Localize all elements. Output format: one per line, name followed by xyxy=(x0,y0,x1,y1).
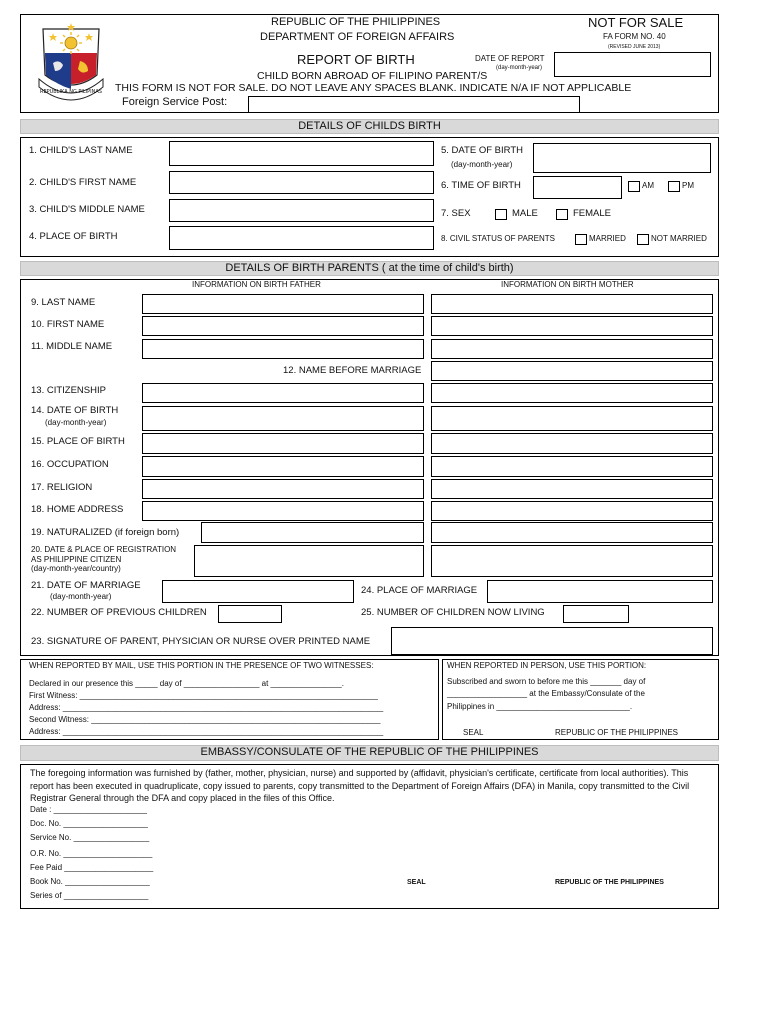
mother-home-address-field[interactable] xyxy=(431,501,713,521)
place-of-marriage-label: 24. PLACE OF MARRIAGE xyxy=(361,585,478,596)
parent-last-name-label: 9. LAST NAME xyxy=(31,297,96,308)
date-of-report-field[interactable] xyxy=(554,52,711,77)
previous-children-field[interactable] xyxy=(218,605,282,623)
mail-declared-line: Declared in our presence this _____ day of _________________ at ________________. xyxy=(29,679,344,688)
father-last-name-field[interactable] xyxy=(142,294,424,314)
date-of-marriage-label: 21. DATE OF MARRIAGE xyxy=(31,580,141,591)
embassy-doc-no-line: Doc. No. ___________________ xyxy=(30,819,148,828)
child-last-name-label: 1. CHILD'S LAST NAME xyxy=(29,145,133,156)
department-heading: DEPARTMENT OF FOREIGN AFFAIRS xyxy=(260,31,455,43)
female-label: FEMALE xyxy=(573,208,612,219)
father-column-header: INFORMATION ON BIRTH FATHER xyxy=(192,280,321,289)
father-home-address-field[interactable] xyxy=(142,501,424,521)
mother-column-header: INFORMATION ON BIRTH MOTHER xyxy=(501,280,634,289)
father-naturalized-field[interactable] xyxy=(201,522,424,543)
parent-middle-name-label: 11. MIDDLE NAME xyxy=(31,341,113,352)
child-place-of-birth-field[interactable] xyxy=(169,226,434,250)
father-registration-field[interactable] xyxy=(194,545,424,577)
form-title: REPORT OF BIRTH xyxy=(297,52,415,67)
religion-label: 17. RELIGION xyxy=(31,482,93,493)
child-middle-name-label: 3. CHILD'S MIDDLE NAME xyxy=(29,204,145,215)
embassy-book-no-line: Book No. ___________________ xyxy=(30,877,150,886)
mail-portion-title: WHEN REPORTED BY MAIL, USE THIS PORTION IN THE PRESENCE OF TWO WITNESSES: xyxy=(29,661,374,670)
am-checkbox[interactable] xyxy=(628,181,640,192)
children-living-label: 25. NUMBER OF CHILDREN NOW LIVING xyxy=(361,607,545,618)
person-sworn-line1: Subscribed and sworn to before me this _______ day of xyxy=(447,677,646,686)
child-place-of-birth-label: 4. PLACE OF BIRTH xyxy=(29,231,118,242)
form-notice: THIS FORM IS NOT FOR SALE. DO NOT LEAVE ANY SPACES BLANK. INDICATE N/A IF NOT APPLICABLE xyxy=(115,82,632,94)
revision-date: (REVISED JUNE 2013) xyxy=(608,44,661,50)
signature-field[interactable] xyxy=(391,627,713,655)
child-middle-name-field[interactable] xyxy=(169,199,434,222)
second-witness-address-line: Address: ________________________________________________________________________ xyxy=(29,727,384,736)
person-sworn-line3: Philippines in ______________________________. xyxy=(447,702,633,711)
registration-format: (day-month-year/country) xyxy=(31,564,121,573)
father-middle-name-field[interactable] xyxy=(142,339,424,359)
mother-occupation-field[interactable] xyxy=(431,456,713,477)
parent-date-of-birth-format: (day-month-year) xyxy=(45,418,107,427)
date-of-marriage-field[interactable] xyxy=(162,580,354,603)
occupation-label: 16. OCCUPATION xyxy=(31,459,109,470)
child-date-of-birth-format: (day-month-year) xyxy=(451,160,513,169)
embassy-republic-label: REPUBLIC OF THE PHILIPPINES xyxy=(555,879,664,886)
not-married-checkbox[interactable] xyxy=(637,234,649,245)
child-section-title: DETAILS OF CHILDS BIRTH xyxy=(20,119,719,134)
date-of-report-format: (day-month-year) xyxy=(496,65,543,71)
parent-first-name-label: 10. FIRST NAME xyxy=(31,319,105,330)
signature-label: 23. SIGNATURE OF PARENT, PHYSICIAN OR NURSE OVER PRINTED NAME xyxy=(31,636,371,647)
first-witness-address-line: Address: ________________________________________________________________________ xyxy=(29,703,384,712)
citizenship-label: 13. CITIZENSHIP xyxy=(31,385,106,396)
am-label: AM xyxy=(642,181,654,190)
child-date-of-birth-label: 5. DATE OF BIRTH xyxy=(441,145,523,156)
male-checkbox[interactable] xyxy=(495,209,507,220)
mother-registration-field[interactable] xyxy=(431,545,713,577)
father-date-of-birth-field[interactable] xyxy=(142,406,424,431)
mother-religion-field[interactable] xyxy=(431,479,713,499)
person-sworn-line2: __________________ at the Embassy/Consulate of the xyxy=(447,689,645,698)
place-of-marriage-field[interactable] xyxy=(487,580,713,603)
father-first-name-field[interactable] xyxy=(142,316,424,336)
female-checkbox[interactable] xyxy=(556,209,568,220)
registration-label-line1: 20. DATE & PLACE OF REGISTRATION xyxy=(31,545,177,554)
child-time-of-birth-field[interactable] xyxy=(533,176,622,199)
parent-date-of-birth-label: 14. DATE OF BIRTH xyxy=(31,405,119,416)
father-citizenship-field[interactable] xyxy=(142,383,424,403)
form-subtitle: CHILD BORN ABROAD OF FILIPINO PARENT/S xyxy=(257,70,488,82)
married-checkbox[interactable] xyxy=(575,234,587,245)
philippine-seal-icon xyxy=(33,21,109,105)
embassy-paragraph: The foregoing information was furnished by (father, mother, physician, nurse) and supported by (affidavit, physician's certificate, certificate from local authorities). This report has been executed in quadruplicate, copy issued to parents, copy transmitted to the Department of Foreign Affairs (DFA) in Manila, copy transmitted to the Civil Registrar General through the DFA and copy placed in the files of this Office. xyxy=(30,768,690,803)
embassy-service-no-line: Service No. _________________ xyxy=(30,833,150,842)
married-label: MARRIED xyxy=(589,234,626,243)
mother-name-before-marriage-field[interactable] xyxy=(431,361,713,381)
first-witness-line: First Witness: ___________________________________________________________________ xyxy=(29,691,378,700)
mother-first-name-field[interactable] xyxy=(431,316,713,336)
child-first-name-label: 2. CHILD'S FIRST NAME xyxy=(29,177,137,188)
embassy-section-title: EMBASSY/CONSULATE OF THE REPUBLIC OF THE PHILIPPINES xyxy=(20,745,719,761)
child-first-name-field[interactable] xyxy=(169,171,434,194)
foreign-service-post-field[interactable] xyxy=(248,96,580,113)
person-republic-label: REPUBLIC OF THE PHILIPPINES xyxy=(555,728,678,737)
name-before-marriage-label: 12. NAME BEFORE MARRIAGE xyxy=(283,365,422,376)
pm-label: PM xyxy=(682,181,694,190)
child-date-of-birth-field[interactable] xyxy=(533,143,711,173)
child-last-name-field[interactable] xyxy=(169,141,434,166)
date-of-report-label: DATE OF REPORT xyxy=(475,54,545,63)
mother-middle-name-field[interactable] xyxy=(431,339,713,359)
second-witness-line: Second Witness: _________________________________________________________________ xyxy=(29,715,381,724)
civil-status-label: 8. CIVIL STATUS OF PARENTS xyxy=(441,234,555,243)
foreign-service-post-label: Foreign Service Post: xyxy=(122,96,228,108)
parent-place-of-birth-label: 15. PLACE OF BIRTH xyxy=(31,436,125,447)
mother-place-of-birth-field[interactable] xyxy=(431,433,713,454)
form-number: FA FORM NO. 40 xyxy=(603,32,666,41)
svg-text:REPUBLIKA NG PILIPINAS: REPUBLIKA NG PILIPINAS xyxy=(40,89,102,95)
registration-label-line2: AS PHILIPPINE CITIZEN xyxy=(31,555,122,564)
naturalized-label: 19. NATURALIZED (if foreign born) xyxy=(31,527,180,538)
previous-children-label: 22. NUMBER OF PREVIOUS CHILDREN xyxy=(31,607,207,618)
child-time-of-birth-label: 6. TIME OF BIRTH xyxy=(441,180,521,191)
father-occupation-field[interactable] xyxy=(142,456,424,477)
not-for-sale-label: NOT FOR SALE xyxy=(588,15,684,30)
mother-last-name-field[interactable] xyxy=(431,294,713,314)
father-place-of-birth-field[interactable] xyxy=(142,433,424,454)
father-religion-field[interactable] xyxy=(142,479,424,499)
mother-date-of-birth-field[interactable] xyxy=(431,406,713,431)
embassy-fee-paid-line: Fee Paid ____________________ xyxy=(30,863,154,872)
parents-section-title: DETAILS OF BIRTH PARENTS ( at the time of child's birth) xyxy=(20,261,719,276)
not-married-label: NOT MARRIED xyxy=(651,234,707,243)
embassy-seal-label: SEAL xyxy=(407,879,426,886)
embassy-series-line: Series of ___________________ xyxy=(30,891,149,900)
person-seal-label: SEAL xyxy=(463,728,484,737)
home-address-label: 18. HOME ADDRESS xyxy=(31,504,124,515)
mother-naturalized-field[interactable] xyxy=(431,522,713,543)
child-sex-label: 7. SEX xyxy=(441,208,471,219)
male-label: MALE xyxy=(512,208,538,219)
person-portion-title: WHEN REPORTED IN PERSON, USE THIS PORTION: xyxy=(447,661,647,670)
pm-checkbox[interactable] xyxy=(668,181,680,192)
date-of-marriage-format: (day-month-year) xyxy=(50,592,112,601)
embassy-date-line: Date : _____________________ xyxy=(30,805,147,814)
children-living-field[interactable] xyxy=(563,605,629,623)
republic-heading: REPUBLIC OF THE PHILIPPINES xyxy=(271,16,441,28)
embassy-or-no-line: O.R. No. ____________________ xyxy=(30,849,153,858)
mother-citizenship-field[interactable] xyxy=(431,383,713,403)
